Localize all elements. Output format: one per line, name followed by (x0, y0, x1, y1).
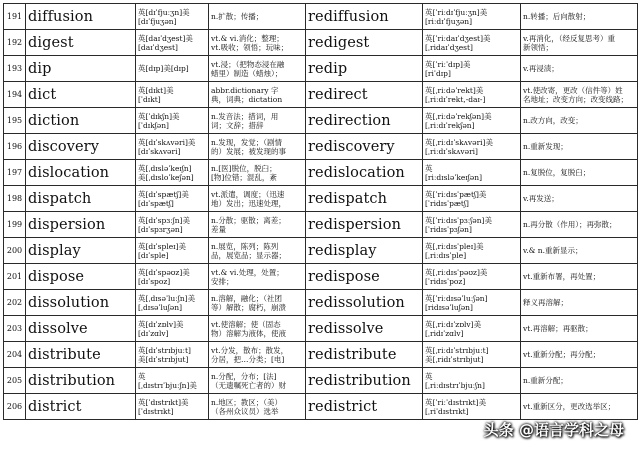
table-row (4, 316, 638, 342)
re-pronunciation-line: 英[ˈriːˈdɪp]美 (425, 59, 471, 69)
base-pronunciation-line: [ˈdɪkʃən] (138, 120, 169, 130)
re-pronunciation-line: 英 (425, 371, 433, 381)
base-pronunciation (136, 290, 209, 316)
table-body (4, 4, 638, 420)
base-meaning (209, 394, 306, 420)
table-row (4, 394, 638, 420)
re-meaning-line: n.重新分配； (523, 376, 568, 385)
re-pronunciation-line: 英[ˈriːdaɪˈdʒest]美 (425, 33, 491, 43)
base-pronunciation-line: 英[ˌdɪsəˈluːʃn]美 (138, 293, 196, 303)
re-pronunciation-line: 英[ˈriːdɪsəˈluːʃən] (425, 293, 488, 303)
re-meaning-line: vt.重新区分，更改选举区； (523, 402, 616, 411)
base-word: dispose (26, 264, 136, 290)
re-meaning (521, 264, 638, 290)
base-meaning (209, 238, 306, 264)
base-pronunciation-line: 美[ˌdɪsloˈkeʃən] (138, 172, 194, 182)
row-number: 198 (4, 186, 26, 212)
base-pronunciation (136, 212, 209, 238)
base-word: diffusion (26, 4, 136, 30)
table-row (4, 368, 638, 394)
base-meaning-line: vt.分发，散布；散发， (211, 345, 289, 355)
re-pronunciation (423, 368, 521, 394)
base-meaning-line: vt.使溶解；使（固态 (211, 319, 281, 329)
table-row (4, 160, 638, 186)
base-word: dispersion (26, 212, 136, 238)
row-number: 206 (4, 394, 26, 420)
re-pronunciation-line: [riˈdɪp] (425, 68, 451, 78)
re-pronunciation-line: 英[ˈriːˈdɪstrɪkt]美 (425, 397, 487, 407)
base-pronunciation-line: 英[dɪp]美[dɪp] (138, 64, 189, 73)
base-pronunciation (136, 238, 209, 264)
base-pronunciation-line: [ˌdɪsəˈluʃən] (138, 302, 182, 312)
base-word: dissolve (26, 316, 136, 342)
base-meaning (209, 342, 306, 368)
table-row (4, 30, 638, 56)
re-pronunciation-line: [riːdɪˈfjuʒən] (425, 16, 473, 26)
base-meaning (209, 108, 306, 134)
row-number: 195 (4, 108, 26, 134)
re-meaning-line: v.再消化，（经反复思考）重 (523, 33, 615, 43)
base-meaning-line: n.分配，分布；[法] (211, 371, 277, 381)
watermark: 头条 @语言学科之母 (483, 421, 624, 439)
base-meaning-line: 分居，把…分类；[电] (211, 354, 285, 364)
base-pronunciation (136, 56, 209, 82)
table-row (4, 264, 638, 290)
base-meaning-line: 地）发出；迅速处理， (211, 198, 286, 208)
re-word: redispersion (306, 212, 423, 238)
base-pronunciation-line: 英[dɪˈspəʊz]美 (138, 267, 190, 277)
base-pronunciation-line: 英[ˈdɪkʃn]美 (138, 111, 180, 121)
re-pronunciation (423, 212, 521, 238)
base-meaning-line: n.溶解，融化；（社团 (211, 293, 282, 303)
base-meaning (209, 160, 306, 186)
base-meaning-line: 词；文辞；措辞 (211, 120, 264, 130)
base-meaning (209, 56, 306, 82)
base-meaning (209, 264, 306, 290)
base-pronunciation-line: 英[dɪkt]美 (138, 85, 174, 95)
base-word: dissolution (26, 290, 136, 316)
re-meaning-line: n.改方向，改变； (523, 116, 583, 125)
re-word: redistribution (306, 368, 423, 394)
re-meaning (521, 4, 638, 30)
row-number: 203 (4, 316, 26, 342)
row-number: 197 (4, 160, 26, 186)
re-meaning-line: n.重新发现； (523, 142, 568, 151)
re-word: redissolve (306, 316, 423, 342)
re-pronunciation-line: [ˈridɪsˈpætʃ] (425, 198, 469, 208)
base-pronunciation (136, 394, 209, 420)
base-word: distribute (26, 342, 136, 368)
re-pronunciation-line: [ˌriːdɪˈskʌvəri] (425, 146, 478, 156)
base-meaning-line: vt.& vi.消化；整理； (211, 33, 284, 43)
row-number: 199 (4, 212, 26, 238)
base-meaning-line: 差量 (211, 224, 226, 234)
base-meaning-line: 蜡里）制造（蜡烛）； (211, 68, 283, 78)
row-number: 191 (4, 4, 26, 30)
re-meaning-line: 释义再溶解； (523, 298, 568, 307)
base-meaning (209, 212, 306, 238)
vocabulary-table (3, 3, 638, 420)
re-meaning (521, 394, 638, 420)
re-pronunciation-line: 英 (425, 163, 433, 173)
base-meaning-line: 典，词典；dictation (211, 94, 283, 104)
re-meaning (521, 30, 638, 56)
base-pronunciation-line: 英[dɪˈzɒlv]美 (138, 319, 184, 329)
base-pronunciation-line: [dɪˈzɑlv] (138, 328, 169, 338)
base-pronunciation-line: 英[dɪˈstrɪbjuːt] (138, 345, 191, 355)
re-word: redislocation (306, 160, 423, 186)
re-pronunciation-line: [ˈridɪsˈpɜʃən] (425, 224, 472, 234)
base-meaning-line: （各州众议员）选举 (211, 406, 279, 416)
re-pronunciation-line: 英[ˌriːdəˈrekt]美 (425, 85, 484, 95)
base-meaning-line: vt.派遣，调度；（迅速 (211, 189, 285, 199)
re-pronunciation-line: 英[ˌriːdəˈrekʃən]美 (425, 111, 492, 121)
base-meaning-line: vt.& vi.处理，处置； (211, 267, 284, 277)
table-row (4, 342, 638, 368)
base-pronunciation-line: [dɪˈspɜrʒən] (138, 224, 183, 234)
re-meaning (521, 186, 638, 212)
re-pronunciation (423, 394, 521, 420)
base-pronunciation-line: [dɪˈskʌvəri] (138, 146, 181, 156)
re-pronunciation-line: [ˌridaɪˈdʒest] (425, 42, 473, 52)
re-pronunciation-line: 英[ˌriːdɪˈskʌvəri]美 (425, 137, 493, 147)
re-pronunciation (423, 316, 521, 342)
re-word: redirection (306, 108, 423, 134)
re-pronunciation (423, 186, 521, 212)
re-pronunciation (423, 108, 521, 134)
base-pronunciation-line: [dɪˈspoz] (138, 276, 171, 286)
base-word: discovery (26, 134, 136, 160)
base-pronunciation-line: [dɪˈsple] (138, 250, 169, 260)
base-meaning-line: n.扩散；传播； (211, 12, 264, 21)
re-pronunciation (423, 238, 521, 264)
base-pronunciation-line: [dɪˈspætʃ] (138, 198, 174, 208)
re-word: redispatch (306, 186, 423, 212)
base-pronunciation-line: 英[dɪˈspɜːʃn]美 (138, 215, 190, 225)
base-pronunciation-line: 英[dɪˈspætʃ]美 (138, 189, 189, 199)
table-row (4, 186, 638, 212)
re-word: redissolution (306, 290, 423, 316)
table-row (4, 82, 638, 108)
re-meaning-line: vt.重新分配；再分配； (523, 350, 601, 359)
base-meaning-line: n.发现，发觉；（剧情 (211, 137, 282, 147)
base-pronunciation-line: 英[dɪˈskʌvəri]美 (138, 137, 196, 147)
re-pronunciation-line: [ˌridɪˈzɑlv] (425, 328, 464, 338)
base-meaning (209, 368, 306, 394)
base-meaning-line: [物]位错；混乱，紊 (211, 172, 277, 182)
base-pronunciation-line: [dɪˈfjuʒən] (138, 16, 177, 26)
re-meaning-line: vt.重新布署，再处置； (523, 272, 601, 281)
base-word: distribution (26, 368, 136, 394)
base-meaning (209, 316, 306, 342)
re-meaning-line: vt.使改寄，更改（信件等）姓 (523, 85, 623, 95)
re-meaning-line: v.& n.重新显示； (523, 246, 583, 255)
base-meaning-line: 的）发展；被发现的事 (211, 146, 286, 156)
base-pronunciation (136, 108, 209, 134)
re-word: redistrict (306, 394, 423, 420)
row-number: 204 (4, 342, 26, 368)
table-row (4, 290, 638, 316)
re-meaning-line: 新领悟； (523, 42, 553, 52)
base-word: district (26, 394, 136, 420)
base-word: dip (26, 56, 136, 82)
re-pronunciation-line: 英[ˌriːdɪˈzɒlv]美 (425, 319, 482, 329)
re-pronunciation (423, 56, 521, 82)
re-meaning-line: n.再分散（作用）；再弥散； (523, 220, 617, 229)
base-pronunciation-line: 美[dɪˈstrɪbjut] (138, 354, 189, 364)
base-meaning-line: n.展览，陈列；陈列 (211, 241, 279, 251)
table-row (4, 56, 638, 82)
base-meaning (209, 186, 306, 212)
re-pronunciation-line: 英[ˈriːdɪˈfjuːʒn]美 (425, 7, 488, 17)
re-meaning (521, 368, 638, 394)
row-number: 194 (4, 82, 26, 108)
re-word: rediscovery (306, 134, 423, 160)
re-meaning (521, 160, 638, 186)
re-pronunciation (423, 160, 521, 186)
row-number: 202 (4, 290, 26, 316)
re-word: redigest (306, 30, 423, 56)
re-word: redistribute (306, 342, 423, 368)
base-meaning-line: n.地区；教区；（美） (211, 397, 282, 407)
base-pronunciation (136, 316, 209, 342)
base-meaning-line: n.分散；驱散；离差； (211, 215, 286, 225)
row-number: 192 (4, 30, 26, 56)
base-meaning-line: n.发音法；措词，用 (211, 111, 279, 121)
base-word: digest (26, 30, 136, 56)
re-meaning-line: n.复脱位，复脱臼； (523, 168, 591, 177)
base-pronunciation-line: 英[ˈdɪstrɪkt]美 (138, 397, 189, 407)
re-meaning-line: 名地址；改变方向；改变线路； (523, 94, 628, 104)
table-row (4, 134, 638, 160)
re-pronunciation (423, 264, 521, 290)
base-meaning-line: 安排； (211, 276, 234, 286)
base-word: dict (26, 82, 136, 108)
base-pronunciation-line: 英[dɪˈfjuːʒn]美 (138, 7, 190, 17)
base-pronunciation-line: [ˈdɪstrɪkt] (138, 406, 174, 416)
row-number: 196 (4, 134, 26, 160)
base-pronunciation (136, 4, 209, 30)
base-meaning (209, 134, 306, 160)
re-pronunciation (423, 82, 521, 108)
base-pronunciation-line: 英[dɪˈspleɪ]美 (138, 241, 186, 251)
table-row (4, 212, 638, 238)
re-pronunciation-line: [ˌriːdɪˈrekt,-daɪ-] (425, 94, 486, 104)
re-word: redispose (306, 264, 423, 290)
re-pronunciation (423, 134, 521, 160)
base-pronunciation (136, 134, 209, 160)
row-number: 200 (4, 238, 26, 264)
re-word: redisplay (306, 238, 423, 264)
base-meaning-line: 物）溶解为液体，使液 (211, 328, 286, 338)
re-pronunciation-line: [ˈridɪsˈpoz] (425, 276, 466, 286)
re-pronunciation-line: 英[ˈriːdɪsˈpætʃ]美 (425, 189, 487, 199)
table-row (4, 108, 638, 134)
re-word: redip (306, 56, 423, 82)
re-pronunciation (423, 30, 521, 56)
base-pronunciation-line: [ˌdɪstrɪˈbjuːʃn]美 (138, 380, 197, 390)
re-pronunciation-line: 英[ˌriːdɪsˈpleɪ]美 (425, 241, 484, 251)
re-pronunciation-line: [ˌriːdɪsˈple] (425, 250, 467, 260)
base-meaning (209, 30, 306, 56)
re-meaning (521, 108, 638, 134)
base-pronunciation (136, 30, 209, 56)
base-pronunciation-line: 英[daɪˈdʒest]美 (138, 33, 193, 43)
re-pronunciation-line: [ˌriːdɪˈrekʃən] (425, 120, 475, 130)
re-meaning (521, 342, 638, 368)
base-pronunciation (136, 264, 209, 290)
re-word: rediffusion (306, 4, 423, 30)
re-pronunciation (423, 342, 521, 368)
base-pronunciation (136, 82, 209, 108)
re-meaning-line: v.再发送； (523, 194, 559, 203)
base-meaning (209, 290, 306, 316)
base-meaning-line: 等）解散；腐朽，崩溃 (211, 302, 286, 312)
base-word: display (26, 238, 136, 264)
re-pronunciation-line: 英[ˈriːdɪsˈpɜːʃən]美 (425, 215, 492, 225)
row-number: 205 (4, 368, 26, 394)
re-meaning-line: n.转播；后向散射； (523, 12, 591, 21)
base-pronunciation (136, 368, 209, 394)
base-meaning (209, 82, 306, 108)
row-number: 193 (4, 56, 26, 82)
base-meaning-line: 品，展览品；显示器； (211, 250, 286, 260)
re-meaning (521, 56, 638, 82)
base-pronunciation (136, 342, 209, 368)
re-meaning-line: v.再浸渍； (523, 64, 559, 73)
re-pronunciation-line: 英[ˌriːdɪˈstrɪbjuːt] (425, 345, 489, 355)
re-meaning-line: vt.再溶解；再驱散； (523, 324, 593, 333)
re-pronunciation (423, 290, 521, 316)
base-pronunciation-line: [ˈdɪkt] (138, 94, 161, 104)
table-row (4, 4, 638, 30)
base-meaning-line: （无遗嘱死亡者的）财 (211, 380, 286, 390)
re-meaning (521, 82, 638, 108)
base-pronunciation (136, 160, 209, 186)
row-number: 201 (4, 264, 26, 290)
re-pronunciation-line: [riːdɪsləˈkeɪʃən] (425, 172, 482, 182)
re-pronunciation (423, 4, 521, 30)
table-row (4, 238, 638, 264)
re-pronunciation-line: [ˌriːdɪstrɪˈbjuːʃn] (425, 380, 485, 390)
re-pronunciation-line: 美[ˌridɪˈstrɪbjut] (425, 354, 484, 364)
re-word: redirect (306, 82, 423, 108)
re-pronunciation-line: [ridɪsəˈluʃən] (425, 302, 473, 312)
base-pronunciation-line: 英 (138, 371, 146, 381)
re-meaning (521, 134, 638, 160)
base-meaning-line: vt.浸；（把物态浸在融 (211, 59, 285, 69)
re-meaning (521, 212, 638, 238)
re-meaning (521, 316, 638, 342)
base-word: diction (26, 108, 136, 134)
base-meaning-line: abbr.dictionary 字 (211, 85, 279, 95)
base-meaning-line: n.[医]脱位，脱臼； (211, 163, 277, 173)
base-pronunciation-line: 英[ˌdɪsləˈkeɪʃn] (138, 163, 192, 173)
base-pronunciation-line: [daɪˈdʒest] (138, 42, 178, 52)
re-meaning (521, 238, 638, 264)
base-meaning (209, 4, 306, 30)
base-word: dispatch (26, 186, 136, 212)
base-pronunciation (136, 186, 209, 212)
base-meaning-line: vt.吸收；领悟；玩味； (211, 42, 289, 52)
re-pronunciation-line: 英[ˌriːdɪsˈpəʊz]美 (425, 267, 488, 277)
re-pronunciation-line: [ˌriˈdɪstrɪkt] (425, 406, 469, 416)
re-meaning (521, 290, 638, 316)
base-word: dislocation (26, 160, 136, 186)
